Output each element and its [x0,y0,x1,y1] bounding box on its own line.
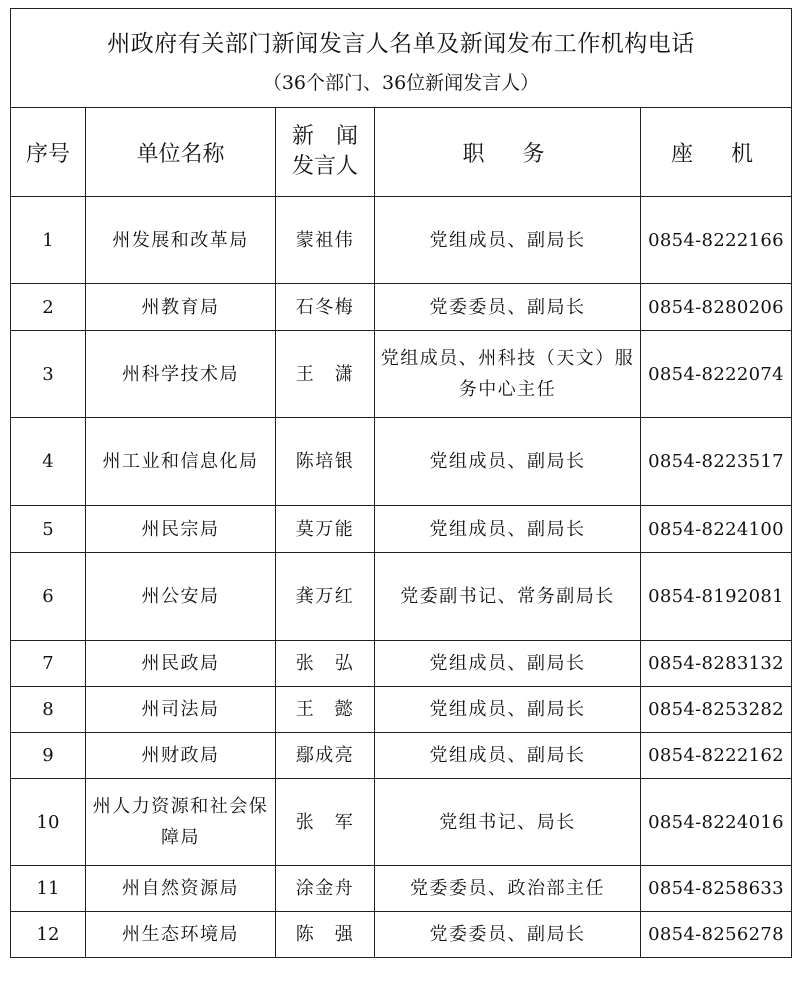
row-index: 8 [11,687,86,733]
header-row [11,108,792,197]
row-spokesperson: 王 潇 [276,331,375,418]
row-unit: 州发展和改革局 [86,197,276,284]
table-row [11,284,792,331]
row-spokesperson: 王 懿 [276,687,375,733]
table-row [11,197,792,284]
row-spokesperson: 龚万红 [276,553,375,641]
row-phone: 0854-8222162 [641,733,792,779]
header-spokesperson-line1: 新 闻 [291,124,358,149]
table-row [11,687,792,733]
row-unit: 州公安局 [86,553,276,641]
row-unit: 州自然资源局 [86,866,276,912]
header-spokesperson [276,108,375,197]
row-index: 1 [11,197,86,284]
document-subtitle: （36个部门、36位新闻发言人） [262,72,540,94]
row-index: 3 [11,331,86,418]
spokesperson-list-sheet [10,8,791,958]
row-position: 党组成员、副局长 [375,418,641,506]
header-unit: 单位名称 [86,108,276,197]
row-spokesperson: 石冬梅 [276,284,375,331]
title-row [11,9,792,108]
row-unit: 州生态环境局 [86,912,276,958]
row-unit: 州科学技术局 [86,331,276,418]
title-cell [11,9,792,108]
row-phone: 0854-8253282 [641,687,792,733]
row-index: 4 [11,418,86,506]
row-position: 党组成员、副局长 [375,687,641,733]
table-row [11,553,792,641]
row-position: 党组成员、副局长 [375,506,641,553]
row-spokesperson: 张 军 [276,779,375,866]
row-phone: 0854-8256278 [641,912,792,958]
row-unit: 州财政局 [86,733,276,779]
row-position: 党委副书记、常务副局长 [375,553,641,641]
table-row [11,641,792,687]
table-row [11,506,792,553]
row-phone: 0854-8258633 [641,866,792,912]
table-row [11,866,792,912]
row-unit: 州教育局 [86,284,276,331]
row-spokesperson: 张 弘 [276,641,375,687]
row-position: 党组成员、州科技（天文）服务中心主任 [375,331,641,418]
row-index: 6 [11,553,86,641]
table-row [11,418,792,506]
row-spokesperson: 陈培银 [276,418,375,506]
row-phone: 0854-8283132 [641,641,792,687]
header-spokesperson-line2: 发言人 [291,154,358,179]
row-phone: 0854-8222166 [641,197,792,284]
row-position: 党委委员、副局长 [375,284,641,331]
row-spokesperson: 蒙祖伟 [276,197,375,284]
row-unit: 州民政局 [86,641,276,687]
row-unit: 州民宗局 [86,506,276,553]
row-spokesperson: 鄢成亮 [276,733,375,779]
row-unit: 州工业和信息化局 [86,418,276,506]
row-position: 党组成员、副局长 [375,733,641,779]
row-position: 党委委员、副局长 [375,912,641,958]
row-index: 11 [11,866,86,912]
row-phone: 0854-8280206 [641,284,792,331]
document-title: 州政府有关部门新闻发言人名单及新闻发布工作机构电话 [107,31,695,57]
row-position: 党委委员、政治部主任 [375,866,641,912]
row-index: 7 [11,641,86,687]
row-position: 党组书记、局长 [375,779,641,866]
row-phone: 0854-8224016 [641,779,792,866]
row-phone: 0854-8223517 [641,418,792,506]
header-position: 职 务 [375,108,641,197]
table-row [11,733,792,779]
row-spokesperson: 莫万能 [276,506,375,553]
row-phone: 0854-8222074 [641,331,792,418]
row-index: 10 [11,779,86,866]
row-position: 党组成员、副局长 [375,197,641,284]
row-index: 9 [11,733,86,779]
row-index: 2 [11,284,86,331]
row-index: 12 [11,912,86,958]
header-index: 序号 [11,108,86,197]
row-spokesperson: 陈 强 [276,912,375,958]
row-unit: 州司法局 [86,687,276,733]
row-position: 党组成员、副局长 [375,641,641,687]
table-row [11,912,792,958]
row-phone: 0854-8224100 [641,506,792,553]
row-index: 5 [11,506,86,553]
table-row [11,331,792,418]
row-spokesperson: 涂金舟 [276,866,375,912]
row-unit: 州人力资源和社会保障局 [86,779,276,866]
spokesperson-table [10,8,792,958]
header-phone: 座 机 [641,108,792,197]
row-phone: 0854-8192081 [641,553,792,641]
table-row [11,779,792,866]
